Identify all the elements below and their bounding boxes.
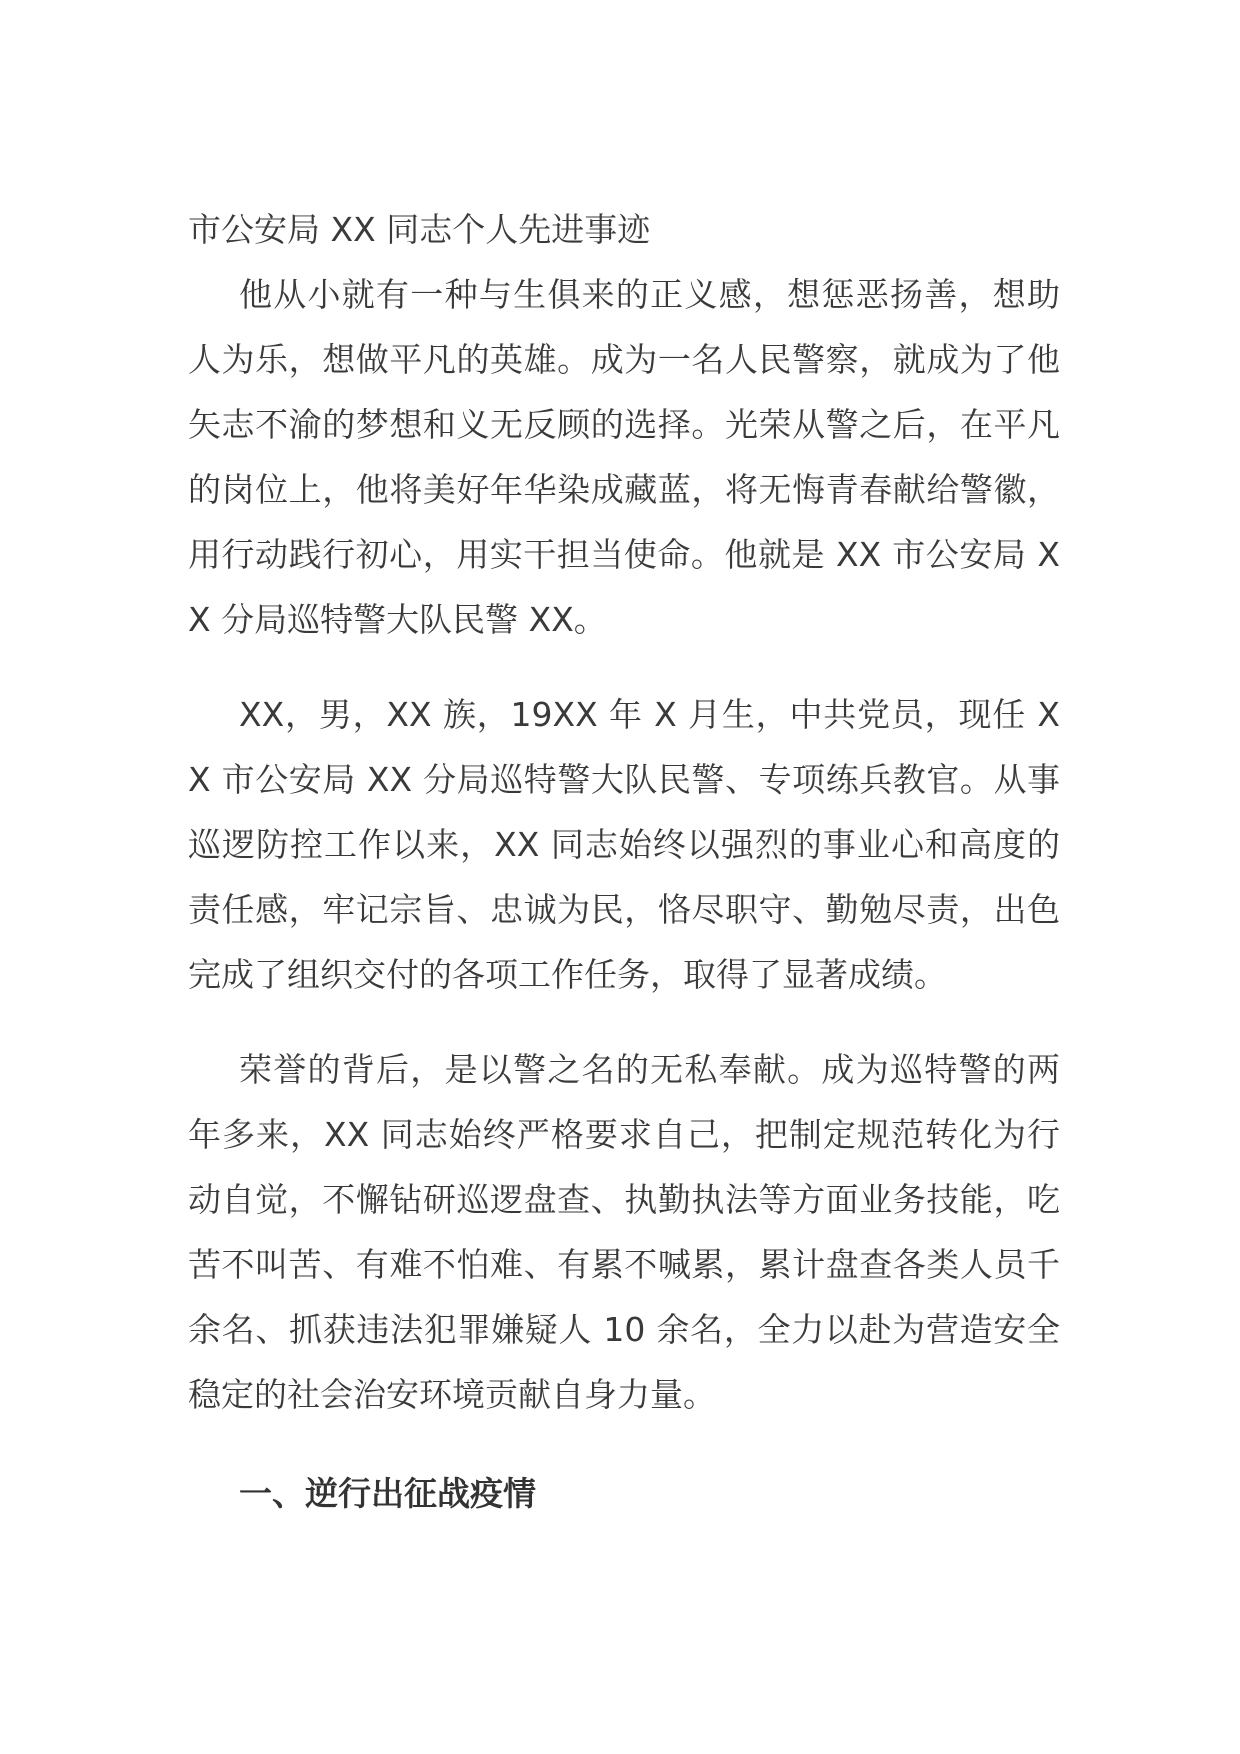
section-heading: 一、逆行出征战疫情 xyxy=(239,1474,536,1513)
document-title: 市公安局 XX 同志个人先进事迹 xyxy=(188,210,651,249)
document-body xyxy=(188,198,1060,1526)
paragraph-intro: 他从小就有一种与生俱来的正义感，想惩恶扬善，想助人为乐，想做平凡的英雄。成为一名人民警察，就成为了他矢志不渝的梦想和义无反顾的选择。光荣从警之后，在平凡的岗位上，他将美好年华染成藏蓝，将无悔青春献给警徽，用行动践行初心，用实干担当使命。他就是 XX 市公安局 XX 分局巡特警大队民警 XX。 xyxy=(188,275,1060,639)
paragraph-achievements: 荣誉的背后，是以警之名的无私奉献。成为巡特警的两年多来，XX 同志始终严格要求自己，把制定规范转化为行动自觉，不懈钻研巡逻盘查、执勤执法等方面业务技能，吃苦不叫苦、有难不怕难、有累不喊累，累计盘查各类人员千余名、抓获违法犯罪嫌疑人 10 余名，全力以赴为营造安全稳定的社会治安环境贡献自身力量。 xyxy=(188,1050,1060,1414)
paragraph-profile: XX，男，XX 族，19XX 年 X 月生，中共党员，现任 XX 市公安局 XX 分局巡特警大队民警、专项练兵教官。从事巡逻防控工作以来，XX 同志始终以强烈的事业心和高度的责任感，牢记宗旨、忠诚为民，恪尽职守、勤勉尽责，出色完成了组织交付的各项工作任务，取得了显著成绩。 xyxy=(188,695,1060,994)
